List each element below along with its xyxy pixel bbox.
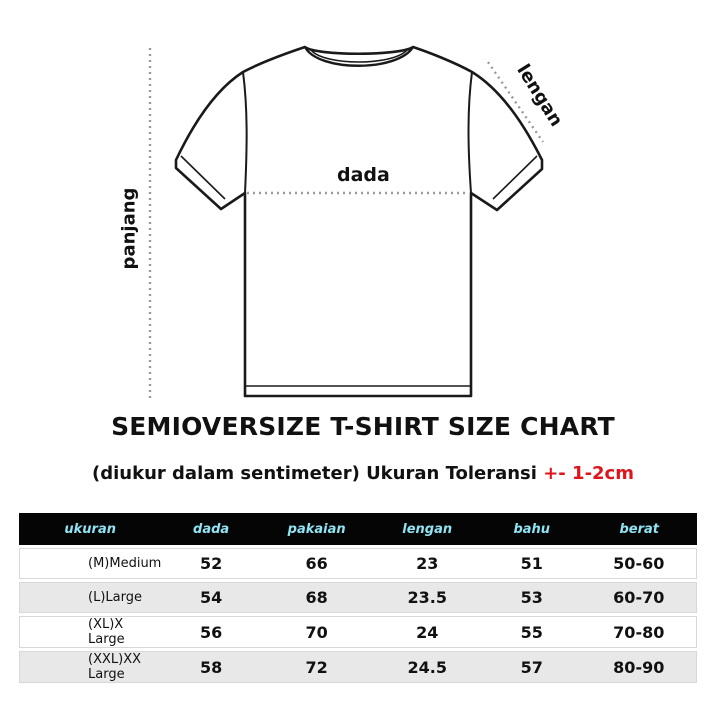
table-header-row [19, 513, 697, 545]
subtitle-text: (diukur dalam sentimeter) Ukuran Toleransi [92, 463, 537, 484]
sleeve-label: lengan [512, 60, 567, 131]
table-row [19, 548, 697, 579]
table-row [19, 651, 697, 683]
size-cell: (M)Medium [19, 548, 161, 579]
bahu-cell: 51 [482, 548, 582, 579]
lengan-cell: 23.5 [372, 582, 482, 613]
lengan-cell: 24.5 [372, 651, 482, 683]
dada-cell: 56 [161, 616, 261, 648]
col-header-bahu: bahu [513, 521, 551, 537]
col-header-berat: berat [619, 521, 660, 537]
chest-label: dada [337, 164, 390, 186]
pakaian-cell: 68 [261, 582, 373, 613]
pakaian-cell: 66 [261, 548, 373, 579]
col-header-lengan: lengan [402, 521, 453, 537]
size-table [19, 510, 697, 686]
table-row [19, 582, 697, 613]
berat-cell: 80-90 [582, 651, 697, 683]
size-cell: (XL)X Large [19, 616, 161, 648]
lengan-cell: 24 [372, 616, 482, 648]
bahu-cell: 53 [482, 582, 582, 613]
dada-cell: 54 [161, 582, 261, 613]
table-row [19, 616, 697, 648]
berat-cell: 60-70 [582, 582, 697, 613]
berat-cell: 70-80 [582, 616, 697, 648]
dada-cell: 52 [161, 548, 261, 579]
berat-cell: 50-60 [582, 548, 697, 579]
bahu-cell: 57 [482, 651, 582, 683]
subtitle [0, 463, 726, 484]
bahu-cell: 55 [482, 616, 582, 648]
pakaian-cell: 72 [261, 651, 373, 683]
length-label: panjang [118, 187, 140, 270]
col-header-ukuran: ukuran [64, 521, 116, 537]
tolerance-value: +- 1-2cm [543, 463, 634, 484]
col-header-dada: dada [193, 521, 230, 537]
lengan-cell: 23 [372, 548, 482, 579]
size-cell: (L)Large [19, 582, 161, 613]
col-header-pakaian: pakaian [287, 521, 346, 537]
pakaian-cell: 70 [261, 616, 373, 648]
page-title: SEMIOVERSIZE T-SHIRT SIZE CHART [111, 412, 615, 441]
size-cell: (XXL)XX Large [19, 651, 161, 683]
dada-cell: 58 [161, 651, 261, 683]
